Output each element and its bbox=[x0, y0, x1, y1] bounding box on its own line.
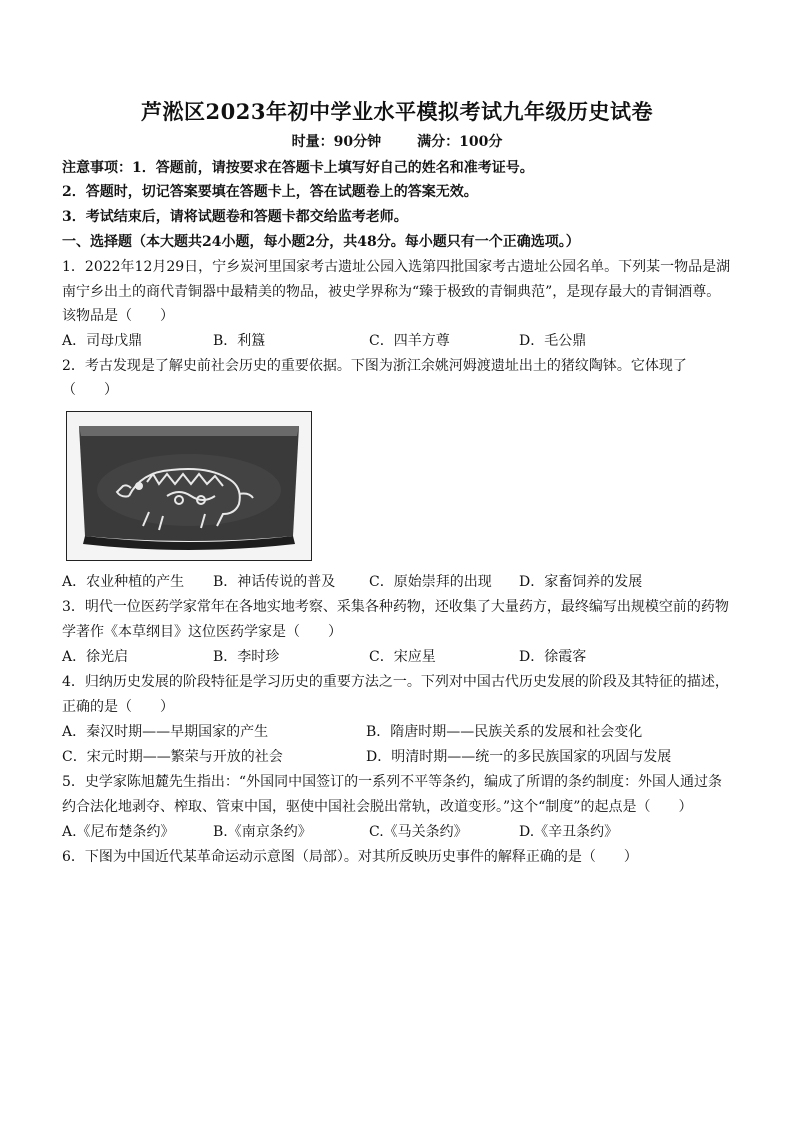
q3-option-b[interactable]: B．李时珍 bbox=[213, 649, 280, 665]
q6-line-1: 6．下图为中国近代某革命运动示意图（局部）。对其所反映历史事件的解释正确的是（ ） bbox=[62, 849, 638, 865]
pottery-illustration bbox=[67, 412, 311, 560]
pig-pattern-pottery-bowl-image bbox=[66, 411, 312, 561]
q1-option-b[interactable]: B．利簋 bbox=[213, 333, 266, 349]
note-3: 3．考试结束后，请将试题卷和答题卡都交给监考老师。 bbox=[62, 209, 408, 225]
q3-line-1: 3．明代一位医药学家常年在各地实地考察、采集各种药物，还收集了大量药方，最终编写出规模空前的药物 bbox=[62, 599, 729, 615]
q5-line-2: 约合法化地剥夺、榨取、管束中国，驱使中国社会脱出常轨，改道变形。”这个“制度”的起点是（ ） bbox=[62, 799, 693, 815]
section-heading: 一、选择题（本大题共24小题，每小题2分，共48分。每小题只有一个正确选项。） bbox=[62, 234, 580, 250]
q1-option-c[interactable]: C．四羊方尊 bbox=[369, 333, 450, 349]
q1-option-a[interactable]: A．司母戊鼎 bbox=[62, 333, 143, 349]
q4-option-c[interactable]: C．宋元时期——繁荣与开放的社会 bbox=[62, 749, 283, 765]
q1-line-3: 该物品是（ ） bbox=[62, 308, 174, 324]
q4-line-1: 4．归纳历史发展的阶段特征是学习历史的重要方法之一。下列对中国古代历史发展的阶段及其特征的描述， bbox=[62, 674, 729, 690]
q2-option-a[interactable]: A．农业种植的产生 bbox=[62, 574, 185, 590]
note-2: 2．答题时，切记答案要填在答题卡上，答在试题卷上的答案无效。 bbox=[62, 184, 478, 200]
q1-line-2: 南宁乡出土的商代青铜器中最精美的物品，被史学界称为“臻于极致的青铜典范”，是现存最大的青铜酒尊。 bbox=[62, 284, 721, 300]
q4-option-b[interactable]: B．隋唐时期——民族关系的发展和社会变化 bbox=[366, 724, 643, 740]
q5-option-b[interactable]: B.《南京条约》 bbox=[213, 824, 312, 840]
q5-option-a[interactable]: A.《尼布楚条约》 bbox=[62, 824, 175, 840]
q3-line-2: 学著作《本草纲目》这位医药学家是（ ） bbox=[62, 624, 342, 640]
exam-time: 时量：90分钟 bbox=[291, 134, 382, 150]
q1-line-1: 1．2022年12月29日，宁乡炭河里国家考古遗址公园入选第四批国家考古遗址公园名单。下列某一物品是湖 bbox=[62, 259, 731, 275]
q1-option-d[interactable]: D．毛公鼎 bbox=[519, 333, 587, 349]
q2-option-d[interactable]: D．家畜饲养的发展 bbox=[519, 574, 643, 590]
q3-option-a[interactable]: A．徐光启 bbox=[62, 649, 129, 665]
q2-line-1: 2．考古发现是了解史前社会历史的重要依据。下图为浙江余姚河姆渡遗址出土的猪纹陶钵。它体现了 bbox=[62, 358, 687, 374]
note-1: 注意事项：1．答题前，请按要求在答题卡上填写好自己的姓名和准考证号。 bbox=[62, 160, 534, 176]
q4-option-d[interactable]: D．明清时期——统一的多民族国家的巩固与发展 bbox=[366, 749, 672, 765]
q4-line-2: 正确的是（ ） bbox=[62, 699, 174, 715]
q3-option-c[interactable]: C．宋应星 bbox=[369, 649, 436, 665]
q2-option-b[interactable]: B．神话传说的普及 bbox=[213, 574, 336, 590]
exam-subtitle bbox=[0, 131, 794, 151]
q4-option-a[interactable]: A．秦汉时期——早期国家的产生 bbox=[62, 724, 269, 740]
exam-title: 芦淞区2023年初中学业水平模拟考试九年级历史试卷 bbox=[141, 99, 653, 124]
q2-option-c[interactable]: C．原始崇拜的出现 bbox=[369, 574, 492, 590]
q2-line-2: （ ） bbox=[62, 382, 118, 398]
exam-score: 满分：100分 bbox=[417, 134, 503, 150]
q5-option-d[interactable]: D.《辛丑条约》 bbox=[519, 824, 619, 840]
q5-option-c[interactable]: C.《马关条约》 bbox=[369, 824, 468, 840]
q5-line-1: 5．史学家陈旭麓先生指出：“外国同中国签订的一系列不平等条约，编成了所谓的条约制度：外国人通过条 bbox=[62, 774, 723, 790]
q3-option-d[interactable]: D．徐霞客 bbox=[519, 649, 587, 665]
